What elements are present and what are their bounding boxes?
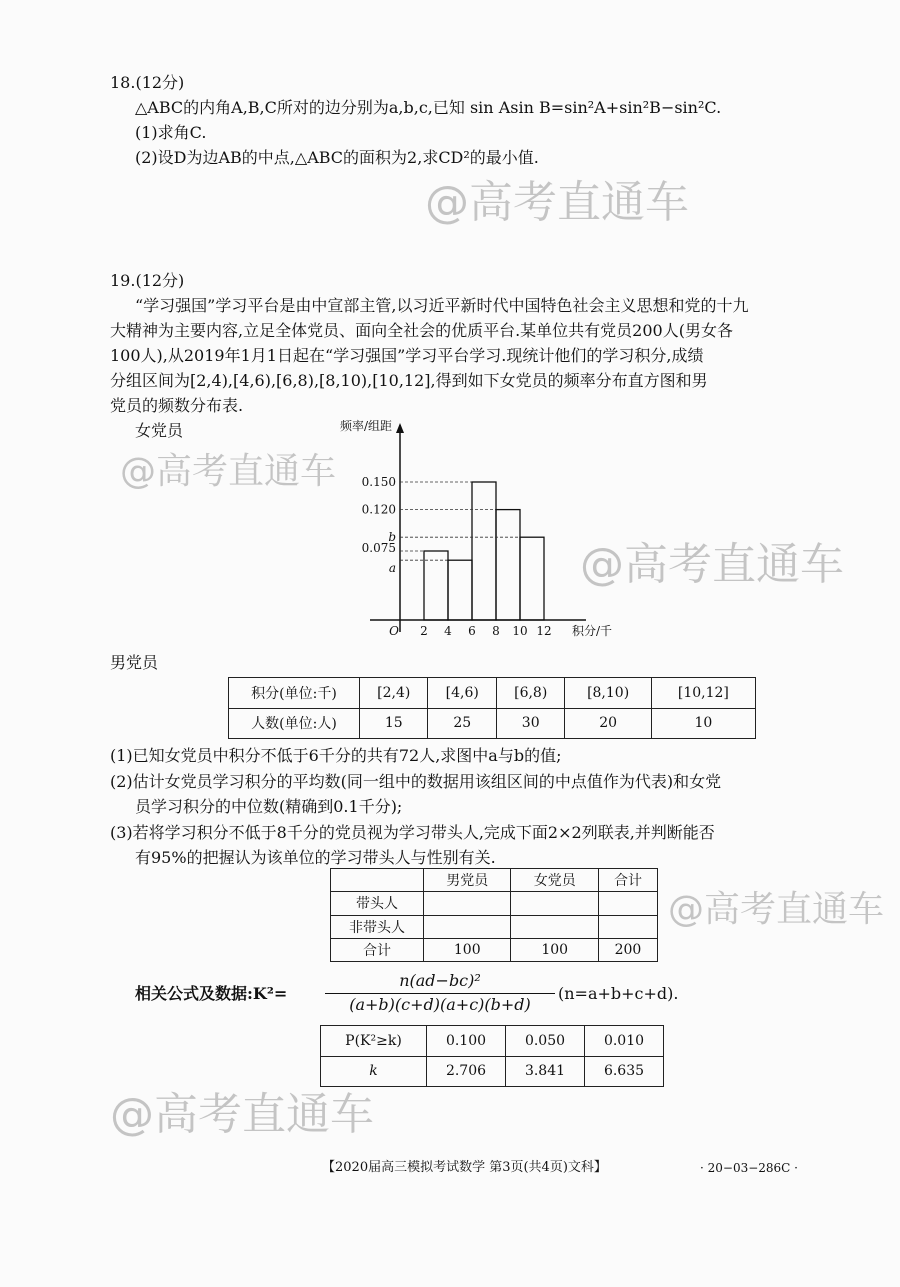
x-tick-label: 8	[492, 624, 500, 638]
formula-label: 相关公式及数据:K²=	[135, 984, 288, 1003]
table-cell	[511, 915, 598, 938]
q19-line: 党员的频数分布表.	[110, 396, 244, 415]
q19-line: 100人),从2019年1月1日起在“学习强国”学习平台学习.现统计他们的学习积分,成绩	[110, 346, 704, 365]
x-tick-label: 4	[444, 624, 452, 638]
histogram-bar	[424, 551, 448, 620]
male-frequency-table	[228, 677, 756, 739]
watermark: @高考直通车	[425, 177, 689, 228]
y-tick-label: a	[388, 561, 396, 576]
table-cell: k	[321, 1056, 427, 1087]
table-cell: 10	[651, 708, 755, 739]
footer-page-info: 【2020届高三模拟考试数学 第3页(共4页)文科】	[322, 1160, 607, 1175]
table-cell: 6.635	[585, 1056, 664, 1087]
table-header: [8,10)	[565, 678, 651, 709]
table-cell: 15	[360, 708, 428, 739]
table-header: [6,8)	[496, 678, 564, 709]
watermark: @高考直通车	[668, 889, 885, 930]
sub-question: (1)已知女党员中积分不低于6千分的共有72人,求图中a与b的值;	[110, 746, 562, 765]
table-header: [4,6)	[428, 678, 496, 709]
x-tick-label: 6	[468, 624, 476, 638]
table-cell: P(K²≥k)	[321, 1026, 427, 1057]
table-cell	[424, 915, 511, 938]
male-label: 男党员	[110, 653, 159, 672]
table-cell: 带头人	[331, 892, 424, 915]
critical-value-table	[320, 1025, 664, 1087]
table-cell: 25	[428, 708, 496, 739]
q18-part1: (1)求角C.	[135, 123, 207, 142]
q19-line: 分组区间为[2,4),[4,6),[6,8),[8,10),[10,12],得到如下女党员的频率分布直方图和男	[110, 371, 708, 390]
histogram-bar	[472, 482, 496, 620]
table-header: 积分(单位:千)	[229, 678, 360, 709]
sub-question: (2)估计女党员学习积分的平均数(同一组中的数据用该组区间的中点值作为代表)和女党	[110, 772, 722, 791]
histogram-bar	[520, 537, 544, 620]
table-header: 男党员	[424, 869, 511, 892]
footer-code: · 20−03−286C ·	[700, 1161, 798, 1175]
q19-line: “学习强国”学习平台是由中宣部主管,以习近平新时代中国特色社会主义思想和党的十九	[135, 296, 749, 315]
table-cell	[598, 892, 657, 915]
watermark: @高考直通车	[120, 451, 337, 492]
y-tick-label: b	[388, 530, 396, 545]
table-cell	[424, 892, 511, 915]
q19-heading: 19.(12分)	[110, 271, 185, 290]
table-cell: 3.841	[506, 1056, 585, 1087]
watermark: @高考直通车	[580, 539, 844, 590]
table-header: [10,12]	[651, 678, 755, 709]
sub-question: 有95%的把握认为该单位的学习带头人与性别有关.	[135, 848, 496, 867]
table-cell: 0.050	[506, 1026, 585, 1057]
x-tick-label: O	[389, 624, 399, 638]
table-header: 女党员	[511, 869, 598, 892]
y-axis-arrow	[396, 423, 404, 433]
y-tick-label: 0.120	[361, 502, 396, 517]
table-cell: 2.706	[427, 1056, 506, 1087]
y-axis-label: 频率/组距	[340, 419, 393, 433]
q18-part2: (2)设D为边AB的中点,△ABC的面积为2,求CD²的最小值.	[135, 148, 539, 167]
contingency-table	[330, 868, 658, 962]
x-tick-label: 2	[420, 624, 428, 638]
histogram-bar	[448, 560, 472, 620]
formula-tail: (n=a+b+c+d).	[558, 984, 679, 1003]
x-tick-label: 12	[536, 624, 552, 638]
table-cell: 0.100	[427, 1026, 506, 1057]
watermark: @高考直通车	[110, 1089, 374, 1140]
table-header	[331, 869, 424, 892]
table-cell: 合计	[331, 938, 424, 961]
table-header: 合计	[598, 869, 657, 892]
table-cell: 30	[496, 708, 564, 739]
table-cell: 非带头人	[331, 915, 424, 938]
q18-stem: △ABC的内角A,B,C所对的边分别为a,b,c,已知 sin Asin B=sin²A+sin²B−sin²C.	[135, 98, 722, 117]
x-axis-label: 积分/千	[572, 624, 613, 638]
x-tick-label: 10	[512, 624, 528, 638]
table-cell: 20	[565, 708, 651, 739]
table-cell: 100	[511, 938, 598, 961]
y-tick-label: 0.150	[361, 475, 396, 489]
table-cell	[598, 915, 657, 938]
female-label: 女党员	[135, 421, 184, 440]
table-cell: 100	[424, 938, 511, 961]
table-header: [2,4)	[360, 678, 428, 709]
histogram-bar	[496, 510, 520, 620]
q19-line: 大精神为主要内容,立足全体党员、面向全社会的优质平台.某单位共有党员200人(男女各	[110, 321, 733, 340]
formula-numerator: n(ad−bc)²	[399, 971, 481, 990]
table-cell: 人数(单位:人)	[229, 708, 360, 739]
table-cell: 200	[598, 938, 657, 961]
formula-denominator: (a+b)(c+d)(a+c)(b+d)	[349, 995, 531, 1014]
table-cell: 0.010	[585, 1026, 664, 1057]
sub-question: (3)若将学习积分不低于8千分的党员视为学习带头人,完成下面2×2列联表,并判断能否	[110, 823, 715, 842]
sub-question: 员学习积分的中位数(精确到0.1千分);	[135, 797, 403, 816]
q18-heading: 18.(12分)	[110, 73, 185, 92]
y-tick-label: 0.075	[361, 541, 396, 555]
table-cell	[511, 892, 598, 915]
